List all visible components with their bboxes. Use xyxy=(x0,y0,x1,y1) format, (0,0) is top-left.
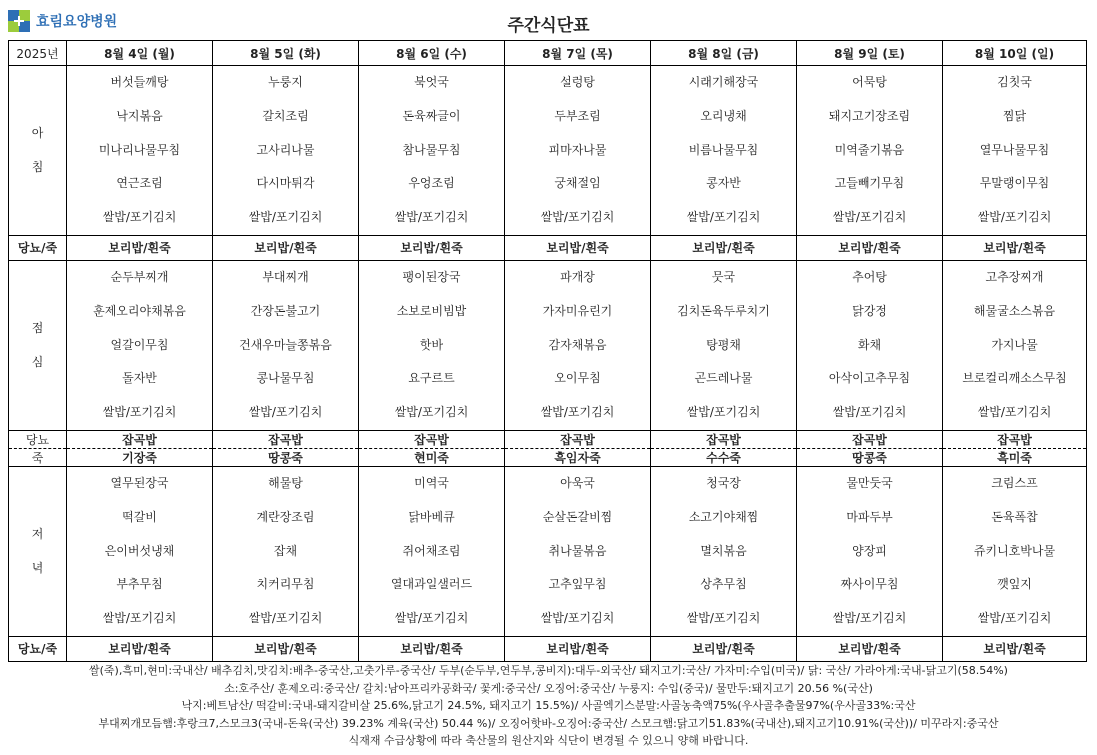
menu-item: 비름나물무침 xyxy=(688,142,759,157)
menu-item: 곤드레나물 xyxy=(694,371,753,386)
lunch-label xyxy=(9,260,67,430)
menu-item: 쌀밥/포기김치 xyxy=(394,405,469,420)
breakfast-day-cell xyxy=(505,66,651,236)
dinner-row xyxy=(9,466,1087,636)
menu-item: 미나리나물무침 xyxy=(98,142,181,157)
porridge-meal: 땅콩죽 xyxy=(213,448,359,466)
special-meal: 보리밥/흰죽 xyxy=(213,636,359,661)
menu-item: 쌀밥/포기김치 xyxy=(977,210,1052,225)
menu-item: 쌀밥/포기김치 xyxy=(540,405,615,420)
menu-item: 돼지고기장조림 xyxy=(828,108,911,123)
menu-item: 핫바 xyxy=(419,337,444,352)
menu-item: 쌀밥/포기김치 xyxy=(832,611,907,626)
diabetic-meal: 잡곡밥 xyxy=(359,430,505,448)
menu-item: 피마자나물 xyxy=(548,142,607,157)
menu-item: 열무된장국 xyxy=(110,475,169,490)
special-meal: 보리밥/흰죽 xyxy=(505,636,651,661)
menu-item: 시래기해장국 xyxy=(688,75,759,89)
menu-item: 마파두부 xyxy=(846,509,893,524)
dinner-label-char: 저 xyxy=(31,527,44,542)
breakfast-day-cell xyxy=(651,66,797,236)
menu-item: 오리냉채 xyxy=(700,108,747,123)
porridge-meal: 흑미죽 xyxy=(943,448,1087,466)
lunch-day-cell xyxy=(359,260,505,430)
menu-item: 쌀밥/포기김치 xyxy=(540,611,615,626)
menu-item: 우엉조림 xyxy=(408,176,455,191)
special-meal: 보리밥/흰죽 xyxy=(67,235,213,260)
origin-note-line: 부대찌개모듬햄:후랑크7,스모크3(국내-돈육(국산) 39.23% 계육(국산) 50.44 %)/ 오징어핫바-오징어:중국산/ 스모크햄:닭고기51.83%(국내산),돼지고기10.91%(국산))/ 미꾸라지:중국산 xyxy=(98,716,999,730)
menu-item: 훈제오리야채볶음 xyxy=(93,303,186,318)
menu-item: 미역줄기볶음 xyxy=(834,142,905,157)
menu-item: 뭇국 xyxy=(711,269,736,284)
menu-item: 아욱국 xyxy=(560,475,595,490)
special-meal: 보리밥/흰죽 xyxy=(213,235,359,260)
menu-item: 김치돈육두루치기 xyxy=(677,303,770,318)
lunch-label-char: 점 xyxy=(31,321,44,336)
breakfast-label-char: 아 xyxy=(31,126,44,141)
menu-item: 계란장조림 xyxy=(256,509,315,524)
menu-item: 고추장찌개 xyxy=(985,269,1044,284)
menu-item: 오이무침 xyxy=(554,371,601,386)
menu-item: 미역국 xyxy=(414,475,449,490)
menu-item: 쌀밥/포기김치 xyxy=(102,611,177,626)
menu-item: 열무나물무침 xyxy=(979,142,1050,157)
header xyxy=(0,0,1097,40)
special-meal: 보리밥/흰죽 xyxy=(359,235,505,260)
menu-item: 쌀밥/포기김치 xyxy=(102,405,177,420)
day-header: 8월 4일 (월) xyxy=(67,41,213,66)
menu-item: 쌀밥/포기김치 xyxy=(102,210,177,225)
menu-item: 참나물무침 xyxy=(402,142,461,157)
menu-item: 찜닭 xyxy=(1002,108,1027,123)
menu-item: 고사리나물 xyxy=(256,142,315,157)
menu-item: 은이버섯냉채 xyxy=(104,543,175,558)
dinner-day-cell xyxy=(651,466,797,636)
menu-item: 쌀밥/포기김치 xyxy=(686,210,761,225)
menu-item: 감자채볶음 xyxy=(548,337,607,352)
special-meal: 보리밥/흰죽 xyxy=(359,636,505,661)
dinner-day-cell xyxy=(505,466,651,636)
special-meal: 보리밥/흰죽 xyxy=(651,636,797,661)
menu-item: 설렁탕 xyxy=(560,75,595,89)
menu-item: 부추무침 xyxy=(116,577,163,592)
menu-item: 쌀밥/포기김치 xyxy=(832,210,907,225)
menu-item: 멸치볶음 xyxy=(700,543,747,558)
porridge-meal: 흑임자죽 xyxy=(505,448,651,466)
porridge-meal: 수수죽 xyxy=(651,448,797,466)
year-label: 2025년 xyxy=(9,41,67,66)
hospital-name: 효림요양병원 xyxy=(36,14,118,30)
menu-item: 쌀밥/포기김치 xyxy=(686,405,761,420)
diabetic-meal: 잡곡밥 xyxy=(213,430,359,448)
menu-item: 열대과일샐러드 xyxy=(390,577,473,592)
menu-item: 깻잎지 xyxy=(997,577,1032,592)
origin-notes xyxy=(0,662,1097,750)
menu-item: 해물굴소스볶음 xyxy=(973,303,1056,318)
menu-item: 쌀밥/포기김치 xyxy=(977,611,1052,626)
diabetic-meal: 잡곡밥 xyxy=(943,430,1087,448)
menu-item: 어묵탕 xyxy=(852,75,887,89)
menu-item: 떡갈비 xyxy=(122,509,157,524)
menu-item: 양장피 xyxy=(852,543,887,558)
menu-item: 해물탕 xyxy=(268,475,303,490)
lunch-day-cell xyxy=(651,260,797,430)
dinner-day-cell xyxy=(359,466,505,636)
breakfast-day-cell xyxy=(67,66,213,236)
special-meal: 보리밥/흰죽 xyxy=(797,636,943,661)
menu-item: 궁채절임 xyxy=(554,176,601,191)
menu-item: 누룽지 xyxy=(268,75,303,89)
menu-item: 다시마튀각 xyxy=(256,176,315,191)
day-header: 8월 5일 (화) xyxy=(213,41,359,66)
dinner-day-cell xyxy=(213,466,359,636)
menu-item: 쌀밥/포기김치 xyxy=(540,210,615,225)
dinner-label-char: 녁 xyxy=(31,561,44,576)
menu-item: 가자미유린기 xyxy=(542,303,613,318)
menu-item: 부대찌개 xyxy=(262,269,309,284)
diabetic-meal: 잡곡밥 xyxy=(67,430,213,448)
menu-item: 쌀밥/포기김치 xyxy=(248,405,323,420)
lunch-day-cell xyxy=(505,260,651,430)
menu-item: 북엇국 xyxy=(414,75,449,89)
menu-item: 쌀밥/포기김치 xyxy=(977,405,1052,420)
special-meal: 보리밥/흰죽 xyxy=(943,235,1087,260)
menu-item: 탕평채 xyxy=(706,337,741,352)
dinner-special-label: 당뇨/죽 xyxy=(9,636,67,661)
dinner-day-cell xyxy=(67,466,213,636)
breakfast-label xyxy=(9,66,67,236)
special-meal: 보리밥/흰죽 xyxy=(67,636,213,661)
menu-item: 갈치조림 xyxy=(262,108,309,123)
menu-item: 닭바베큐 xyxy=(408,509,455,524)
breakfast-label-char: 침 xyxy=(31,160,44,175)
lunch-diabetic-label: 당뇨 xyxy=(9,430,67,448)
menu-item: 건새우마늘쫑볶음 xyxy=(239,337,332,352)
menu-item: 브로컬리깨소스무침 xyxy=(962,371,1067,386)
weekly-menu-table xyxy=(8,40,1087,662)
menu-item: 돌자반 xyxy=(122,371,157,386)
diabetic-meal: 잡곡밥 xyxy=(797,430,943,448)
menu-item: 쌀밥/포기김치 xyxy=(832,405,907,420)
lunch-row xyxy=(9,260,1087,430)
menu-item: 가지나물 xyxy=(991,337,1038,352)
menu-item: 요구르트 xyxy=(408,371,455,386)
menu-item: 무말랭이무침 xyxy=(979,176,1050,191)
special-meal: 보리밥/흰죽 xyxy=(505,235,651,260)
menu-item: 잡채 xyxy=(273,543,298,558)
day-header: 8월 8일 (금) xyxy=(651,41,797,66)
menu-item: 쥐어채조림 xyxy=(402,543,461,558)
day-header: 8월 6일 (수) xyxy=(359,41,505,66)
menu-item: 고추잎무침 xyxy=(548,577,607,592)
page-title: 주간식단표 xyxy=(507,16,590,36)
menu-item: 돈육짜글이 xyxy=(402,108,461,123)
lunch-diabetic-row xyxy=(9,430,1087,448)
lunch-porridge-row xyxy=(9,448,1087,466)
menu-item: 콩나물무침 xyxy=(256,371,315,386)
menu-item: 크림스프 xyxy=(991,475,1038,490)
menu-item: 파개장 xyxy=(560,269,595,284)
dinner-label xyxy=(9,466,67,636)
menu-item: 물만둣국 xyxy=(846,475,893,490)
breakfast-special-row xyxy=(9,235,1087,260)
menu-item: 두부조림 xyxy=(554,108,601,123)
breakfast-row xyxy=(9,66,1087,236)
menu-item: 순두부찌개 xyxy=(110,269,169,284)
menu-item: 치커리무침 xyxy=(256,577,315,592)
origin-note-line: 쌀(죽),흑미,현미:국내산/ 배추김치,맛김치:배추-중국산,고춧가루-중국산/ 두부(순두부,연두부,콩비지):대두-외국산/ 돼지고기:국산/ 가자미:수입(미국)/ 닭: 국산/ 가라아게:국내-닭고기(58.54%) xyxy=(89,664,1008,677)
menu-item: 청국장 xyxy=(706,475,741,490)
day-header: 8월 7일 (목) xyxy=(505,41,651,66)
porridge-meal: 기장죽 xyxy=(67,448,213,466)
menu-item: 얼갈이무침 xyxy=(110,337,169,352)
menu-item: 쌀밥/포기김치 xyxy=(394,210,469,225)
dinner-day-cell xyxy=(943,466,1087,636)
day-header: 8월 9일 (토) xyxy=(797,41,943,66)
menu-item: 취나물볶음 xyxy=(548,543,607,558)
lunch-day-cell xyxy=(797,260,943,430)
origin-note-line: 낙지:베트남산/ 떡갈비:국내-돼지갈비살 25.6%,닭고기 24.5%, 돼지고기 15.5%)/ 사골엑기스분말:사골농축액75%(우사골추출물97%(우사골33%:국산 xyxy=(181,699,916,712)
origin-note-line: 소:호주산/ 훈제오리:중국산/ 갈치:남아프리카공화국/ 꽃게:중국산/ 오징어:중국산/ 누룽지: 수입(중국)/ 물만두:돼지고기 20.56 %(국산) xyxy=(224,681,873,695)
origin-note-line: 식재재 수급상황에 따라 축산물의 원산지와 식단이 변경될 수 있으니 양해 바랍니다. xyxy=(348,734,749,747)
menu-item: 쌀밥/포기김치 xyxy=(248,210,323,225)
breakfast-day-cell xyxy=(797,66,943,236)
menu-item: 연근조림 xyxy=(116,176,163,191)
menu-item: 고들빼기무침 xyxy=(834,176,905,191)
lunch-day-cell xyxy=(213,260,359,430)
diabetic-meal: 잡곡밥 xyxy=(505,430,651,448)
menu-item: 아삭이고추무침 xyxy=(828,371,911,386)
menu-item: 김칫국 xyxy=(997,75,1032,89)
menu-item: 소고기야채찜 xyxy=(688,509,759,524)
special-meal: 보리밥/흰죽 xyxy=(651,235,797,260)
menu-item: 추어탕 xyxy=(852,269,887,284)
menu-item: 상추무침 xyxy=(700,577,747,592)
lunch-porridge-label: 죽 xyxy=(9,448,67,466)
special-meal: 보리밥/흰죽 xyxy=(943,636,1087,661)
special-meal: 보리밥/흰죽 xyxy=(797,235,943,260)
lunch-day-cell xyxy=(67,260,213,430)
menu-item: 화채 xyxy=(857,337,882,352)
lunch-label-char: 심 xyxy=(31,355,44,370)
dinner-day-cell xyxy=(797,466,943,636)
day-header: 8월 10일 (일) xyxy=(943,41,1087,66)
menu-item: 쌀밥/포기김치 xyxy=(248,611,323,626)
menu-item: 낙지볶음 xyxy=(116,108,163,123)
menu-item: 소보로비빔밥 xyxy=(396,303,467,318)
day-header-row xyxy=(9,41,1087,66)
breakfast-day-cell xyxy=(943,66,1087,236)
menu-item: 닭강정 xyxy=(852,303,887,318)
menu-item: 쥬키니호박나물 xyxy=(973,543,1056,558)
diabetic-meal: 잡곡밥 xyxy=(651,430,797,448)
menu-item: 팽이된장국 xyxy=(402,269,461,284)
breakfast-day-cell xyxy=(359,66,505,236)
breakfast-day-cell xyxy=(213,66,359,236)
porridge-meal: 땅콩죽 xyxy=(797,448,943,466)
menu-item: 짜사이무침 xyxy=(840,577,899,592)
breakfast-special-label: 당뇨/죽 xyxy=(9,235,67,260)
menu-item: 돈육폭찹 xyxy=(991,509,1038,524)
porridge-meal: 현미죽 xyxy=(359,448,505,466)
menu-item: 순살돈갈비찜 xyxy=(542,509,613,524)
menu-item: 간장돈불고기 xyxy=(250,303,321,318)
dinner-special-row xyxy=(9,636,1087,661)
menu-item: 콩자반 xyxy=(706,176,741,191)
menu-item: 쌀밥/포기김치 xyxy=(686,611,761,626)
menu-item: 버섯들깨탕 xyxy=(110,75,169,89)
menu-item: 쌀밥/포기김치 xyxy=(394,611,469,626)
lunch-day-cell xyxy=(943,260,1087,430)
